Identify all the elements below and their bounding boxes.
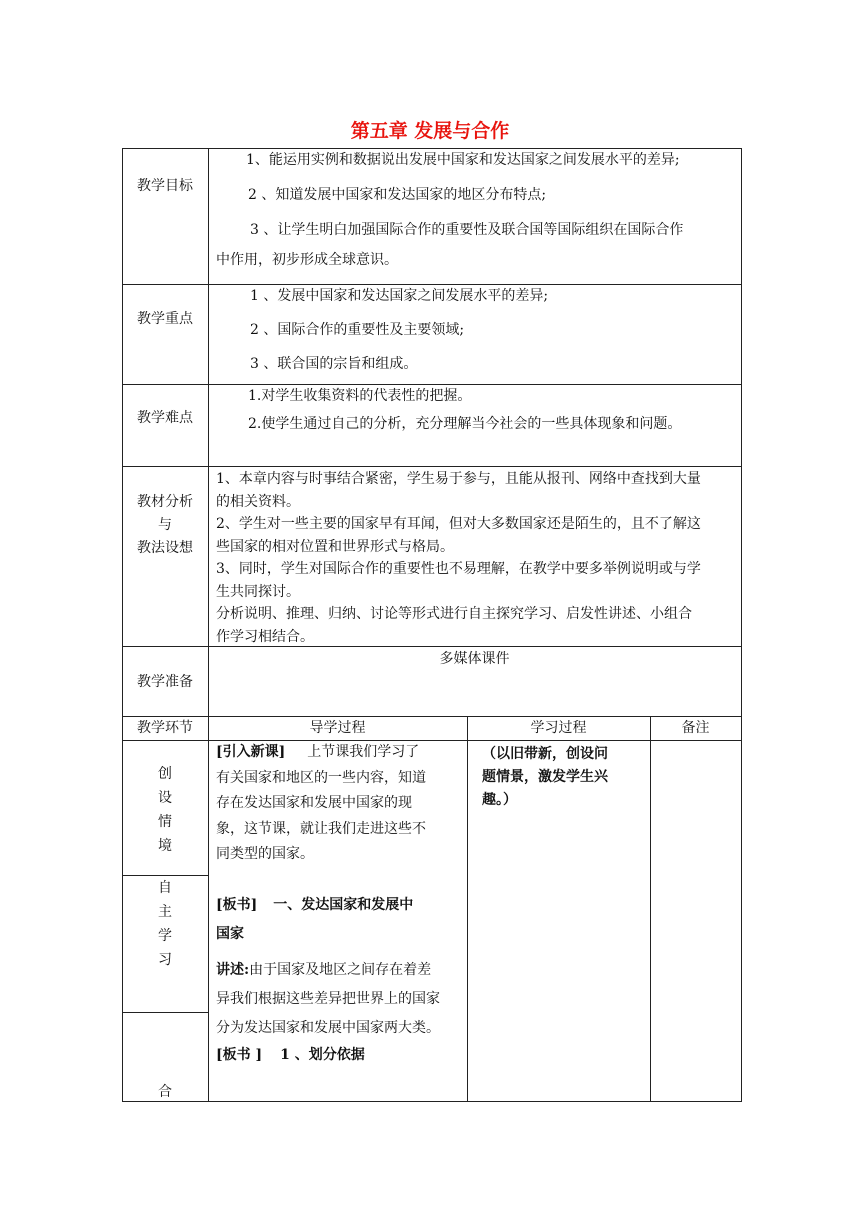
difficulties-label: 教学难点 xyxy=(137,410,193,426)
page-title: 第五章 发展与合作 xyxy=(350,120,510,142)
stage-cooperate: 合 xyxy=(158,1084,172,1100)
analysis-line: 些国家的相对位置和世界形式与格局。 xyxy=(216,538,454,555)
preparation-value: 多媒体课件 xyxy=(439,651,510,667)
lesson-plan-table xyxy=(122,148,742,1102)
analysis-line: 作学习相结合。 xyxy=(216,628,314,645)
analysis-line: 3、同时，学生对国际合作的重要性也不易理解，在教学中要多举例说明或与学 xyxy=(216,561,701,577)
objectives-label: 教学目标 xyxy=(137,178,193,194)
analysis-line: 的相关资料。 xyxy=(216,493,300,510)
column-header-guide: 导学过程 xyxy=(309,720,366,736)
key-point-1: 1 、发展中国家和发达国家之间发展水平的差异; xyxy=(250,288,549,304)
explain-line: 异我们根据这些差异把世界上的国家 xyxy=(216,991,440,1007)
explain-line: 由于国家及地区之间存在着差 xyxy=(249,962,432,978)
explain-line: 分为发达国家和发展中国家两大类。 xyxy=(216,1020,440,1036)
learn-process xyxy=(482,743,608,812)
difficulty-2: 2.使学生通过自己的分析，充分理解当今社会的一些具体现象和问题。 xyxy=(248,416,682,432)
intro-line: 上节课我们学习了 xyxy=(307,744,420,760)
analysis-line: 1、本章内容与时事结合紧密，学生易于参与，且能从报刊、网络中查找到大量 xyxy=(216,471,701,487)
analysis-line: 2、学生对一些主要的国家早有耳闻，但对大多数国家还是陌生的，且不了解这 xyxy=(216,516,701,532)
board-note-2: [板书 ] 1 、划分依据 xyxy=(216,1047,365,1063)
objective-2: 2 、知道发展中国家和发达国家的地区分布特点; xyxy=(248,187,547,203)
intro-line: 同类型的国家。 xyxy=(216,846,314,862)
intro-line: 存在发达国家和发展中国家的现 xyxy=(216,795,412,811)
key-point-2: 2 、国际合作的重要性及主要领域; xyxy=(250,322,465,338)
explanation xyxy=(216,956,440,1043)
analysis-text xyxy=(216,468,701,648)
explain-tag: 讲述: xyxy=(216,962,250,978)
intro-line: 象，这节课，就让我们走进这些不 xyxy=(216,820,426,837)
analysis-line: 分析说明、推理、归纳、讨论等形式进行自主探究学习、启发性讲述、小组合 xyxy=(216,606,692,622)
stage-create-context: 创 设 情 境 xyxy=(158,766,172,854)
objective-3-line2: 中作用，初步形成全球意识。 xyxy=(216,252,398,268)
guide-intro xyxy=(216,740,426,868)
column-header-learn: 学习过程 xyxy=(530,720,587,736)
objective-1: 1、能运用实例和数据说出发展中国家和发达国家之间发展水平的差异; xyxy=(246,152,680,168)
learn-line: 趣。） xyxy=(482,792,517,808)
key-point-3: 3 、联合国的宗旨和组成。 xyxy=(250,356,418,372)
analysis-line: 生共同探讨。 xyxy=(216,583,300,600)
analysis-label: 教材分析 与 教法设想 xyxy=(137,494,193,556)
intro-line: 有关国家和地区的一些内容，知道 xyxy=(216,769,426,786)
board-note-1: [板书] 一、发达国家和发展中 国家 xyxy=(216,897,414,942)
difficulty-1: 1.对学生收集资料的代表性的把握。 xyxy=(248,388,472,404)
column-header-stage: 教学环节 xyxy=(137,720,193,736)
stage-self-study: 自 主 学 习 xyxy=(158,880,172,968)
objective-3-line1: 3 、让学生明白加强国际合作的重要性及联合国等国际组织在国际合作 xyxy=(250,222,684,238)
learn-line: 题情景，激发学生兴 xyxy=(482,769,608,785)
learn-line: （以旧带新，创设问 xyxy=(482,746,608,762)
intro-tag: [引入新课] xyxy=(216,744,286,760)
key-points-label: 教学重点 xyxy=(137,311,193,327)
preparation-label: 教学准备 xyxy=(137,674,193,690)
column-header-note: 备注 xyxy=(681,720,710,736)
